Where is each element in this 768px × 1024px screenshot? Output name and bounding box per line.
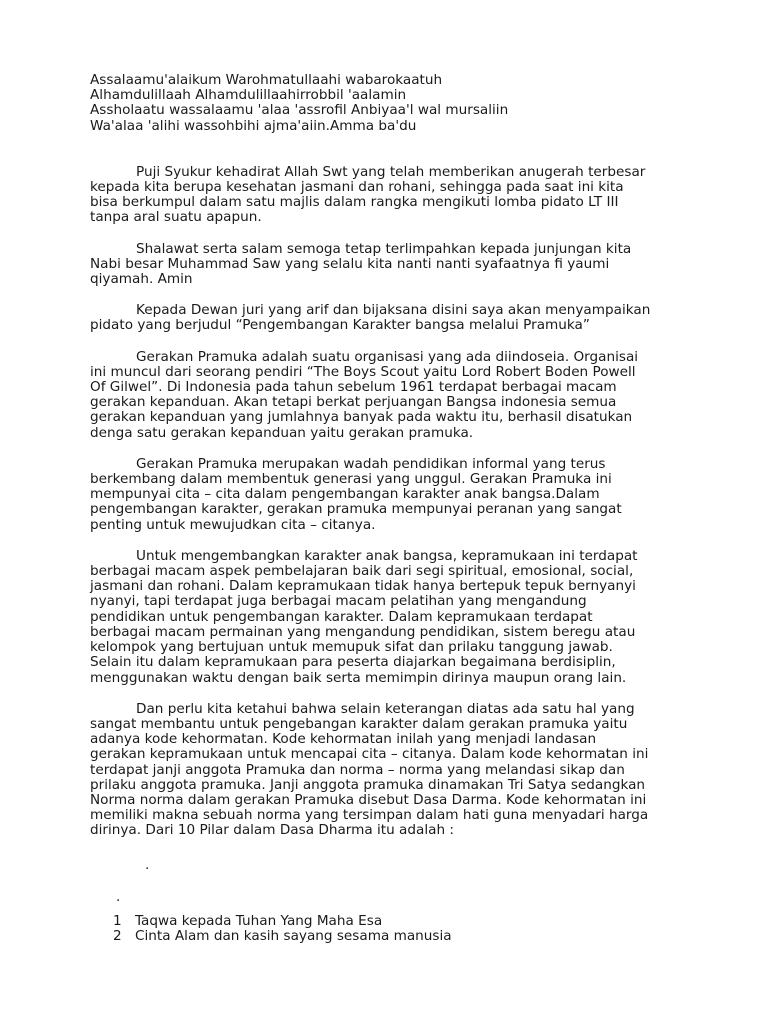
paragraph-wadah-pendidikan: Gerakan Pramuka merupakan wadah pendidikan informal yang terus berkembang dalam membentuk generasi yang unggul. Gerakan Pramuka ini mempunyai cita – cita dalam pengembangan karakter anak bangsa.Dalam pengembangan karakter, gerakan pramuka mempunyai peranan yang sangat penting untuk mewujudkan cita – citanya. [90,455,622,533]
document-page [90,73,655,839]
paragraph-kode-kehormatan: Dan perlu kita ketahui bahwa selain keterangan diatas ada satu hal yang sangat membantu untuk pengebangan karakter dalam gerakan pramuka yaitu adanya kode kehormatan. Kode kehormatan inilah yang menjadi landasan gerakan kepramukaan untuk mencapai cita – citanya. Dalam kode kehormatan ini terdapat janji anggota Pramuka dan norma – norma yang melandasi sikap dan prilaku anggota pramuka. Janji anggota pramuka dinamakan Tri Satya sedangkan Norma norma dalam gerakan Pramuka disebut Dasa Darma. Kode kehormatan ini memiliki makna sebuah norma yang tersimpan dalam hati guna menyadari harga dirinya. Dari 10 Pilar dalam Dasa Dharma itu adalah : [90,700,649,839]
paragraph-dewan-juri: Kepada Dewan juri yang arif dan bijaksana disini saya akan menyampaikan pidato yang berjudul “Pengembangan Karakter bangsa melalui Pramuka” [90,302,651,334]
paragraph-puji-syukur: Puji Syukur kehadirat Allah Swt yang telah memberikan anugerah terbesar kepada kita berupa kesehatan jasmani dan rohani, sehingga pada saat ini kita bisa berkumpul dalam satu majlis dalam rangka mengikuti lomba pidato LT III tanpa aral suatu apapun. [90,163,646,226]
list-number: 1 [113,913,122,929]
list-text: Taqwa kepada Tuhan Yang Maha Esa [135,913,383,929]
opening-greeting [90,73,655,134]
stray-dot: . [145,857,150,873]
greeting-line: Wa'alaa 'alihi wassohbihi ajma'aiin.Amma ba'du [90,117,417,134]
list-item [113,914,452,929]
dasa-dharma-list [113,914,452,944]
paragraph-karakter-bangsa: Untuk mengembangkan karakter anak bangsa, kepramukaan ini terdapat berbagai macam aspek pembelajaran baik dari segi spiritual, emosional, social, jasmani dan rohani. Dalam kepramukaan tidak hanya bertepuk tepuk bernyanyi nyanyi, tapi terdapat juga berbagai macam pelatihan yang mengandung pendidikan untuk pengembangan karakter. Dalam kepramukaan terdapat berbagai macam permainan yang mengandung pendidikan, sistem beregu atau kelompok yang bertujuan untuk memupuk sifat dan prilaku tanggung jawab. Selain itu dalam kepramukaan para peserta diajarkan begaimana berdisiplin, menggunakan waktu dengan baik serta memimpin dirinya maupun orang lain. [90,547,638,686]
stray-dot: . [116,889,121,905]
greeting-line: Assalaamu'alaikum Warohmatullaahi wabarokaatuh [90,72,443,88]
paragraph-shalawat: Shalawat serta salam semoga tetap terlimpahkan kepada junjungan kita Nabi besar Muhammad Saw yang selalu kita nanti nanti syafaatnya fi yaumi qiyamah. Amin [90,240,632,288]
list-text: Cinta Alam dan kasih sayang sesama manusia [135,928,452,945]
list-number: 2 [113,928,122,945]
greeting-line: Alhamdulillaah Alhamdulillaahirrobbil 'aalamin [90,87,407,104]
paragraph-gerakan-pramuka: Gerakan Pramuka adalah suatu organisasi yang ada diindoseia. Organisai ini muncul dari seorang pendiri “The Boys Scout yaitu Lord Robert Boden Powell Of Gilwel”. Di Indonesia pada tahun sebelum 1961 terdapat berbagai macam gerakan kepanduan. Akan tetapi berkat perjuangan Bangsa indonesia semua gerakan kepanduan yang jumlahnya banyak pada waktu itu, berhasil disatukan denga satu gerakan kepanduan yaitu gerakan pramuka. [90,348,639,441]
list-item [113,929,452,944]
greeting-line: Assholaatu wassalaamu 'alaa 'assrofil Anbiyaa'l wal mursaliin [90,102,509,119]
